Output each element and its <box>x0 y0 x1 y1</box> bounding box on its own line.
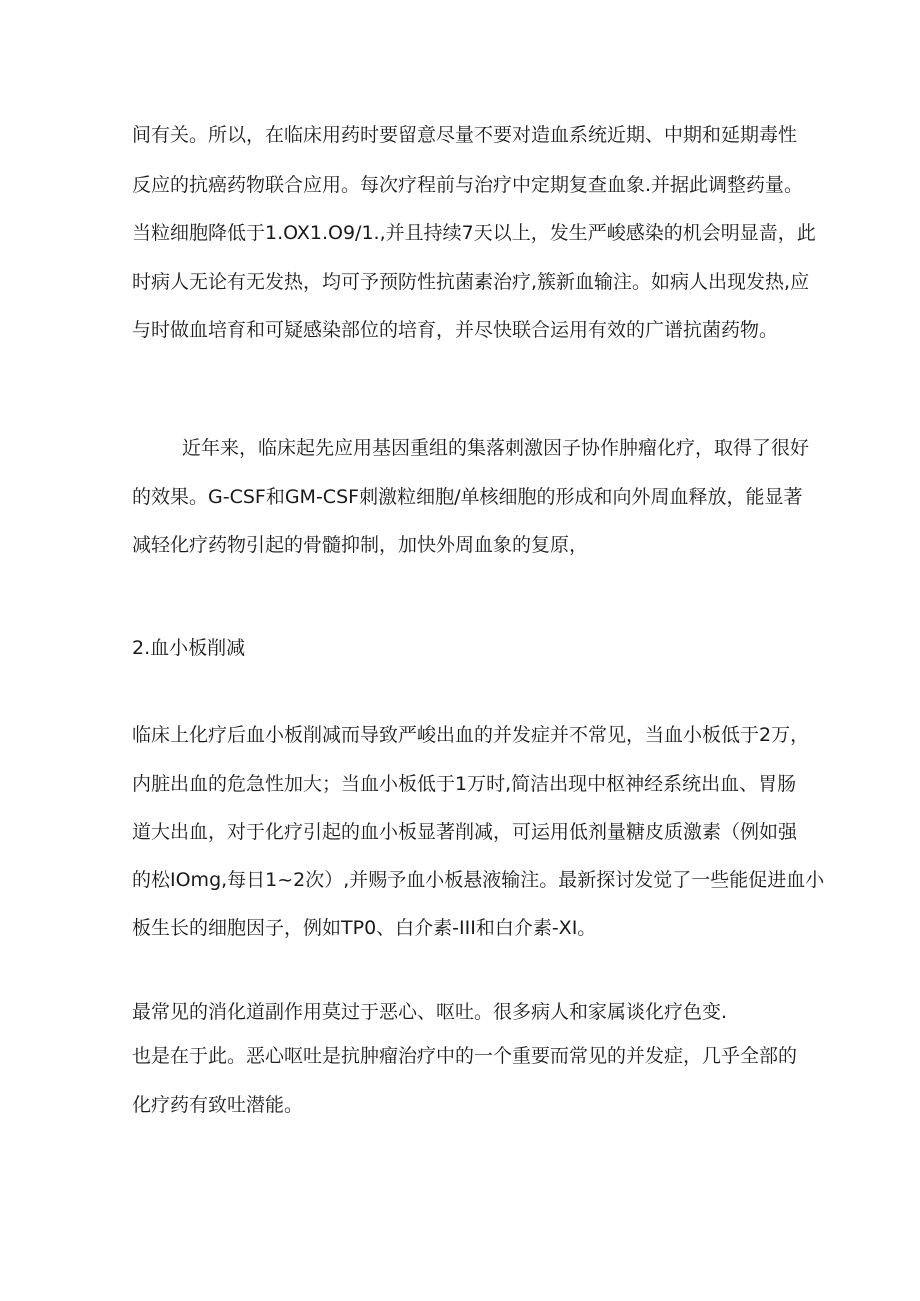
text-line: 最常见的消化道副作用莫过于恶心、呕吐。很多病人和家属谈化疗色变. <box>132 1001 728 1023</box>
text-line: 减轻化疗药物引起的骨髓抑制，加快外周血象的复原， <box>132 534 589 556</box>
text-line: 的效果。G-CSF和GM-CSF刺激粒细胞/单核细胞的形成和向外周血释放，能显著 <box>132 486 803 508</box>
text-line: 化疗药有致吐潜能。 <box>132 1094 304 1116</box>
text-line: 也是在于此。恶心呕吐是抗肿瘤治疗中的一个重要而常见的并发症，几乎全部的 <box>132 1045 798 1067</box>
text-line: 反应的抗癌药物联合应用。每次疗程前与治疗中定期复查血象.并据此调整药量。 <box>132 174 804 196</box>
text-line: 间有关。所以，在临床用药时要留意尽量不要对造血系统近期、中期和延期毒性 <box>132 124 798 146</box>
text-line: 与时做血培育和可疑感染部位的培育，并尽快联合运用有效的广谱抗菌药物。 <box>132 319 779 341</box>
section-heading: 2.血小板削减 <box>132 637 246 659</box>
text-line: 板生长的细胞因子，例如TP0、白介素-III和白介素-XI。 <box>132 917 597 939</box>
text-line: 近年来，临床起先应用基因重组的集落刺激因子协作肿瘤化疗，取得了很好 <box>182 437 810 459</box>
text-line: 临床上化疗后血小板削减而导致严峻出血的并发症并不常见，当血小板低于2万， <box>132 724 810 746</box>
text-line: 道大出血，对于化疗引起的血小板显著削减，可运用低剂量糖皮质激素（例如强 <box>132 821 798 843</box>
text-line: 内脏出血的危急性加大；当血小板低于1万时,简洁出现中枢神经系统出血、胃肠 <box>132 773 797 795</box>
text-line: 时病人无论有无发热，均可予预防性抗菌素治疗,簇新血输注。如病人出现发热,应 <box>132 271 810 293</box>
text-line: 的松IOmg,每日1~2次）,并赐予血小板悬液输注。最新探讨发觉了一些能促进血小 <box>132 869 825 891</box>
text-line: 当粒细胞降低于1.OX1.O9/1.,并且持续7天以上，发生严峻感染的机会明显啬，此 <box>132 222 816 244</box>
